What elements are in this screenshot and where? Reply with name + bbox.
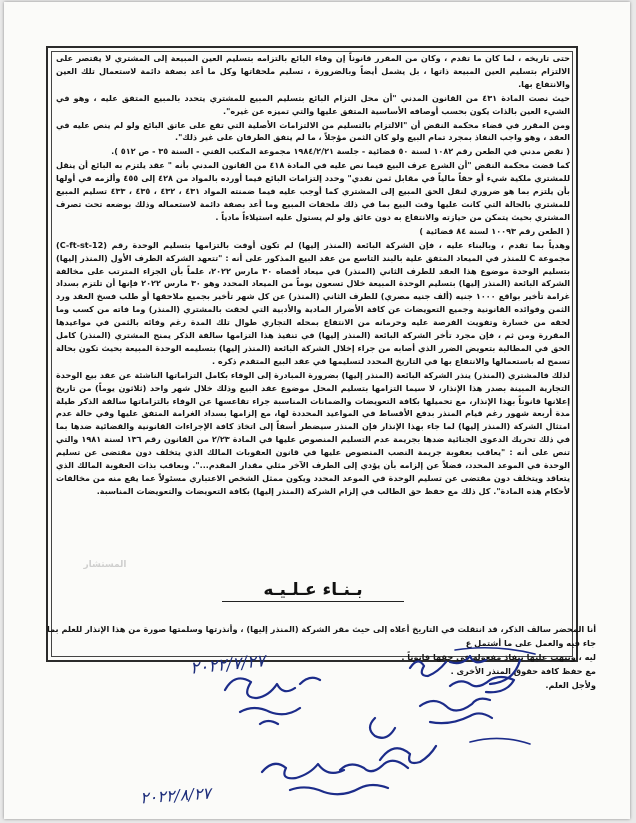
paragraph-demand: لذلك فالمشتري (المنذر) ينذر الشركة البائعة (المنذر إليها) بضرورة المبادرة إلى الوفاء بكامل التزاماتها الناشئة عن عقد بيع الوحدة التجارية المبينة بصدر هذا الإنذار، لا سيما التزامها بتسليم المحل موضوع عقد البيع وذلك خلال شهر واحد (ثلاثون يوماً) من تاريخ إعلانها قانوناً بهذا الإنذار، مع تحميلها بكافة التعويضات والضمانات المناسبة جراء تقاعسها عن الوفاء بالتزاماتها سالفة الذكر طيلة مدة أربعة شهور رغم قيام المنذر بدفع الأقساط في المواعيد المحددة لها، مع إلزامها بسداد الغرامة المتفق عليها وفي حالة عدم امتثال الشركة (المنذر إليها) لما جاء بهذا الإنذار فإن المنذر سيضطر أسفاً إلى اتخاذ كافة الإجراءات القانونية والقضائية ضدها بما في ذلك تحريك الدعوى الجنائية ضدها بجريمة عدم التسليم المنصوص عليها في المادة ٢/٢٣ من القانون رقم ١٣٦ لسنة ١٩٨١ والتي تنص على أنه : "يعاقب بعقوبة جريمة النصب المنصوص عليها في قانون العقوبات المالك الذي يتخلف دون مقتضى عن تسليم الوحدة في الموعد المحدد، فضلاً عن إلزامه بأن يؤدي إلى الطرف الآخر مثلي مقدار المقدم...". وبعاقب بذات العقوبة المالك الذي يتعاقد ويتخلف دون مقتضى عن تسليم الوحدة في الموعد المحدد ويكون ممثل الشخص الاعتباري مسئولاً عما يقع منه من مخالفات لأحكام هذه المادة". كل ذلك مع حفظ حق الطالب في إلزام الشركة (المنذر إليها) بكافة التعويضات والتعويضات المناسبة. [56, 369, 571, 496]
closing-line-2: ليه ، ونبهت عليها بنفاذ مفعوله في حقها قانوناً . [401, 652, 596, 662]
paragraph-intro: حتى تاريخه ، لما كان ما تقدم ، وكان من المقرر قانوناً إن وفاء البائع بالتزامه بتسليم العين المبيعة إلى المشتري لا يقتصر على الالتزام بتسليم العين المبيعة ذاتها ، بل يشمل أيضاً وبالضرورة ، تسليم ملحقاتها وكل ما أعد بصفة دائمة لاستعمال تلك العين والانتفاع بها. [56, 53, 570, 89]
paragraph-application: وهدياً بما تقدم ، وبالبناء عليه ، فإن الشركة البائعة (المنذر إليها) لم تكون أوفت بالتزامها بتسليم الوحدة رقم (C-ft-st-12) مجموعة C للمنذر في الميعاد المتفق علية بالبند التاسع من عقد البيع المذكور على أنه : "تتعهد الشركة الطرف الأول (المنذر إليها) بتسليم الوحدة موضوع هذا العقد للطرف الثاني (المنذر) في ميعاد أقصاه ٣٠ مارس ٢٠٢٢، علماً بأن الجزاء المترتب على مخالفة الشركة البائعة (المنذر إليها) بتسليم الوحدة المبيعة خلال تسعون يوماً من الميعاد المحدد وهو ٣٠ مارس ٢٠٢٢ فإنها أن تلتزم بسداد غرامة تأخير بواقع ١٠٠٠ جنيه (ألف جنيه مصري) للطرف الثاني (المنذر) عن كل شهر تأخير بجميع ملاحقها أو طلب فسخ العقد ورد الثمن وفوائده القانونية وجميع التعويضات عن كافة الأضرار المادية والأدبية التي لحقت بالمشتري (المنذر) وما فاته من كسب وما لحقه من خسارة وتفويت الفرصة عليه وحرمانه من الانتفاع بمحله التجاري طوال تلك المدة رغم وفائه بالثمن في مواعيدها المقررة ومن ثم ، فإن مجرد تأخر الشركة البائعة (المنذر إليها) في تنفيذ هذا التزامها سالفة الذكر يمنح المشتري (المنذر) كامل الحق في المطالبة بتعويض الضرر الذي أصابه من جراء إخلال الشركة البائعة (المنذر إليها) بتسليمه الوحدة المبيعة بحيث تكون بحالة تسمح له باستعمالها والانتفاع بها في التاريخ المحدد لتسليمها في عقد البيع المتقدم ذكره . [56, 239, 571, 366]
heading-underline [222, 601, 404, 602]
paragraph-cassation-ruling-2: كما قضت محكمة النقض "أن الشرع عرف البيع فيما نص عليه في المادة ٤١٨ من القانون المدني بأنه " عقد يلتزم به البائع أن ينقل للمشتري ملكية شيء أو حقاً مالياً في مقابل ثمن نقدي" وحدد إلتزامات البائع فيما أورده بالمواد من ٤٢٨ إلى ٤٥٥ وألزمه في أولها بأن يلتزم بما هو ضروري لنقل الحق المبيع إلى المشتري كما أوجب عليه فيما ضمنته المواد ٤٣١ ، ٤٣٢ ، ٤٣٥ ، ٤٣٣ تسليم المبيع للمشتري بالحالة التي كانت عليها وقت البيع بما في ذلك ملحقات المبيع وما أعد بصفة دائمة لاستعماله وذلك بوضعه تحت تصرف المشتري بحيث يتمكن من حيازته والانتفاع به دون عائق ولو لم يستول عليه استيلاءاً مادياً . [56, 160, 570, 222]
citation-2: ( الطعن رقم ١٠٠٩٣ لسنة ٨٤ قضائية ) [419, 225, 570, 236]
section-heading: بـنـاء عـلـيـه [263, 580, 363, 600]
citation-1: ( نقض مدني في الطعن رقم ١٠٨٢ لسنة ٥٠ قضائية - جلسة ١٩٨٤/٢/٢١ مجموعة المكتب الفني - السنة ٣٥ - ص ٥١٢ ). [111, 146, 570, 157]
handwritten-date-2: ٢٠٢٢/٨/٢٧ [139, 783, 212, 808]
closing-line-1: أنا المحضر سالف الذكر، قد انتقلت في التاريخ أعلاه إلى حيث مقر الشركة (المنذر إليها) ، وأنذرتها وسلمتها صورة من هذا الإنذار للعلم بما جاء فيه والعمل على ما أشتمل ع [46, 624, 596, 648]
handwritten-date-1: ٢٠٢٢/٧/٢٧ [189, 651, 267, 679]
closing-line-3: مع حفظ كافة حقوق المنذر الأخرى . [450, 666, 596, 676]
closing-line-4: ولأجل العلم. [545, 680, 596, 690]
document-body [56, 52, 570, 499]
watermark-logo: المستشار [83, 560, 127, 570]
closing-block [40, 622, 596, 692]
paragraph-cassation-ruling: ومن المقرر في قضاء محكمة النقض أن "الالتزام بالتسليم من الالتزامات الأصلية التي تقع على عاتق البائع ولو لم ينص عليه في العقد ، وهو واجب النفاذ بمجرد تمام البيع ولو كان الثمن مؤجلاً ، ما لم يتفق الطرفان على غير ذلك". [56, 119, 570, 143]
paragraph-article-431: حيث نصت المادة ٤٣١ من القانون المدني "أن محل التزام البائع بتسليم المبيع للمشتري يتحدد بالمبيع المتفق عليه ، وهو في الشيء العين بالذات يكون بحسب أوصافه الأساسية المتفق عليها والتي تميزه عن غيره". [56, 92, 571, 116]
